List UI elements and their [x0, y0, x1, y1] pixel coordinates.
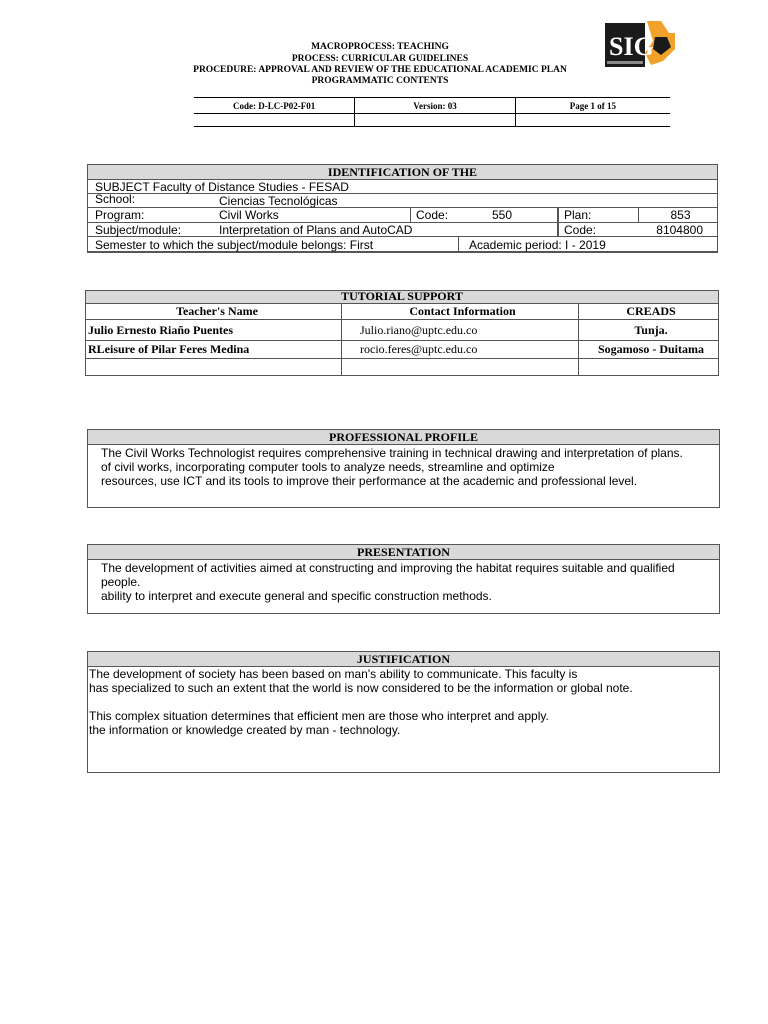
contact-email-link[interactable]: Julio.riano@uptc.edu.co	[341, 320, 578, 340]
school-label: School:	[95, 192, 136, 206]
identification-title: IDENTIFICATION OF THE	[88, 165, 717, 180]
module-value: Interpretation of Plans and AutoCAD	[219, 222, 413, 237]
justification-title: JUSTIFICATION	[88, 652, 719, 667]
logo-text: SIG	[609, 32, 654, 61]
contact-info-header: Contact Information	[341, 304, 578, 319]
module-label: Subject/module:	[95, 222, 182, 237]
professional-profile-title: PROFESSIONAL PROFILE	[88, 430, 719, 445]
table-row-empty	[86, 359, 718, 375]
academic-period: Academic period: I - 2019	[458, 237, 717, 252]
presentation-text: The development of activities aimed at constructing and improving the habitat requires suitable and qualified people. ability to interpret and execute general and specific construction methods.	[101, 561, 675, 603]
presentation-section	[87, 544, 720, 614]
header-programmatic: PROGRAMMATIC CONTENTS	[311, 76, 449, 86]
header-macroprocess: MACROPROCESS: TEACHING	[311, 42, 449, 52]
doc-page: Page 1 of 15	[515, 98, 670, 113]
module-code-value: 8104800	[656, 222, 703, 237]
subject-line: SUBJECT Faculty of Distance Studies - FESAD	[95, 179, 349, 194]
header-procedure: PROCEDURE: APPROVAL AND REVIEW OF THE EDUCATIONAL ACADEMIC PLAN	[193, 65, 567, 75]
school-value: Ciencias Tecnológicas	[219, 194, 338, 208]
program-value: Civil Works	[219, 208, 279, 222]
header-process: PROCESS: CURRICULAR GUIDELINES	[291, 54, 469, 64]
program-code-value: 550	[492, 208, 513, 222]
tutorial-support-section	[85, 290, 719, 376]
presentation-title: PRESENTATION	[88, 545, 719, 560]
plan-value: 853	[638, 208, 717, 222]
teacher-name-header: Teacher's Name	[176, 304, 258, 318]
doc-version: Version: 03	[354, 98, 514, 113]
creads-cell: Tunja.	[578, 320, 718, 340]
tutorial-header-row	[86, 304, 718, 320]
teacher-name-cell: RLeisure of Pilar Feres Medina	[88, 342, 250, 356]
doc-code: Code: D-LC-P02-F01	[233, 100, 316, 111]
program-label: Program:	[95, 208, 145, 222]
code-bar-empty-row	[194, 112, 670, 127]
creads-cell: Sogamoso - Duitama	[578, 341, 718, 358]
identification-section	[87, 164, 718, 253]
plan-label: Plan:	[557, 208, 638, 222]
justification-text: The development of society has been based on man's ability to communicate. This faculty is has specialized to such an extent that the world is now considered to be the information or global note. This complex situation determines that efficient men are those who interpret and apply. the information or knowledge created by man - technology.	[89, 667, 633, 737]
tutorial-title: TUTORIAL SUPPORT	[86, 291, 718, 304]
program-code-label: Code:	[410, 208, 487, 222]
professional-profile-text: The Civil Works Technologist requires comprehensive training in technical drawing and interpretation of plans. of civil works, incorporating computer tools to analyze needs, streamline and optimize resources, use ICT and its tools to improve their performance at the academic and professional level.	[101, 446, 683, 488]
table-row	[86, 341, 718, 359]
creads-header: CREADS	[578, 304, 718, 319]
justification-section	[87, 651, 720, 773]
teacher-name-cell: Julio Ernesto Riaño Puentes	[88, 322, 234, 337]
module-code-label: Code:	[557, 223, 638, 236]
table-row	[86, 320, 718, 341]
semester-line: Semester to which the subject/module belongs: First	[95, 237, 374, 252]
sig-logo	[603, 19, 676, 73]
professional-profile-section	[87, 429, 720, 508]
contact-email-link[interactable]: rocio.feres@uptc.edu.co	[341, 341, 578, 358]
